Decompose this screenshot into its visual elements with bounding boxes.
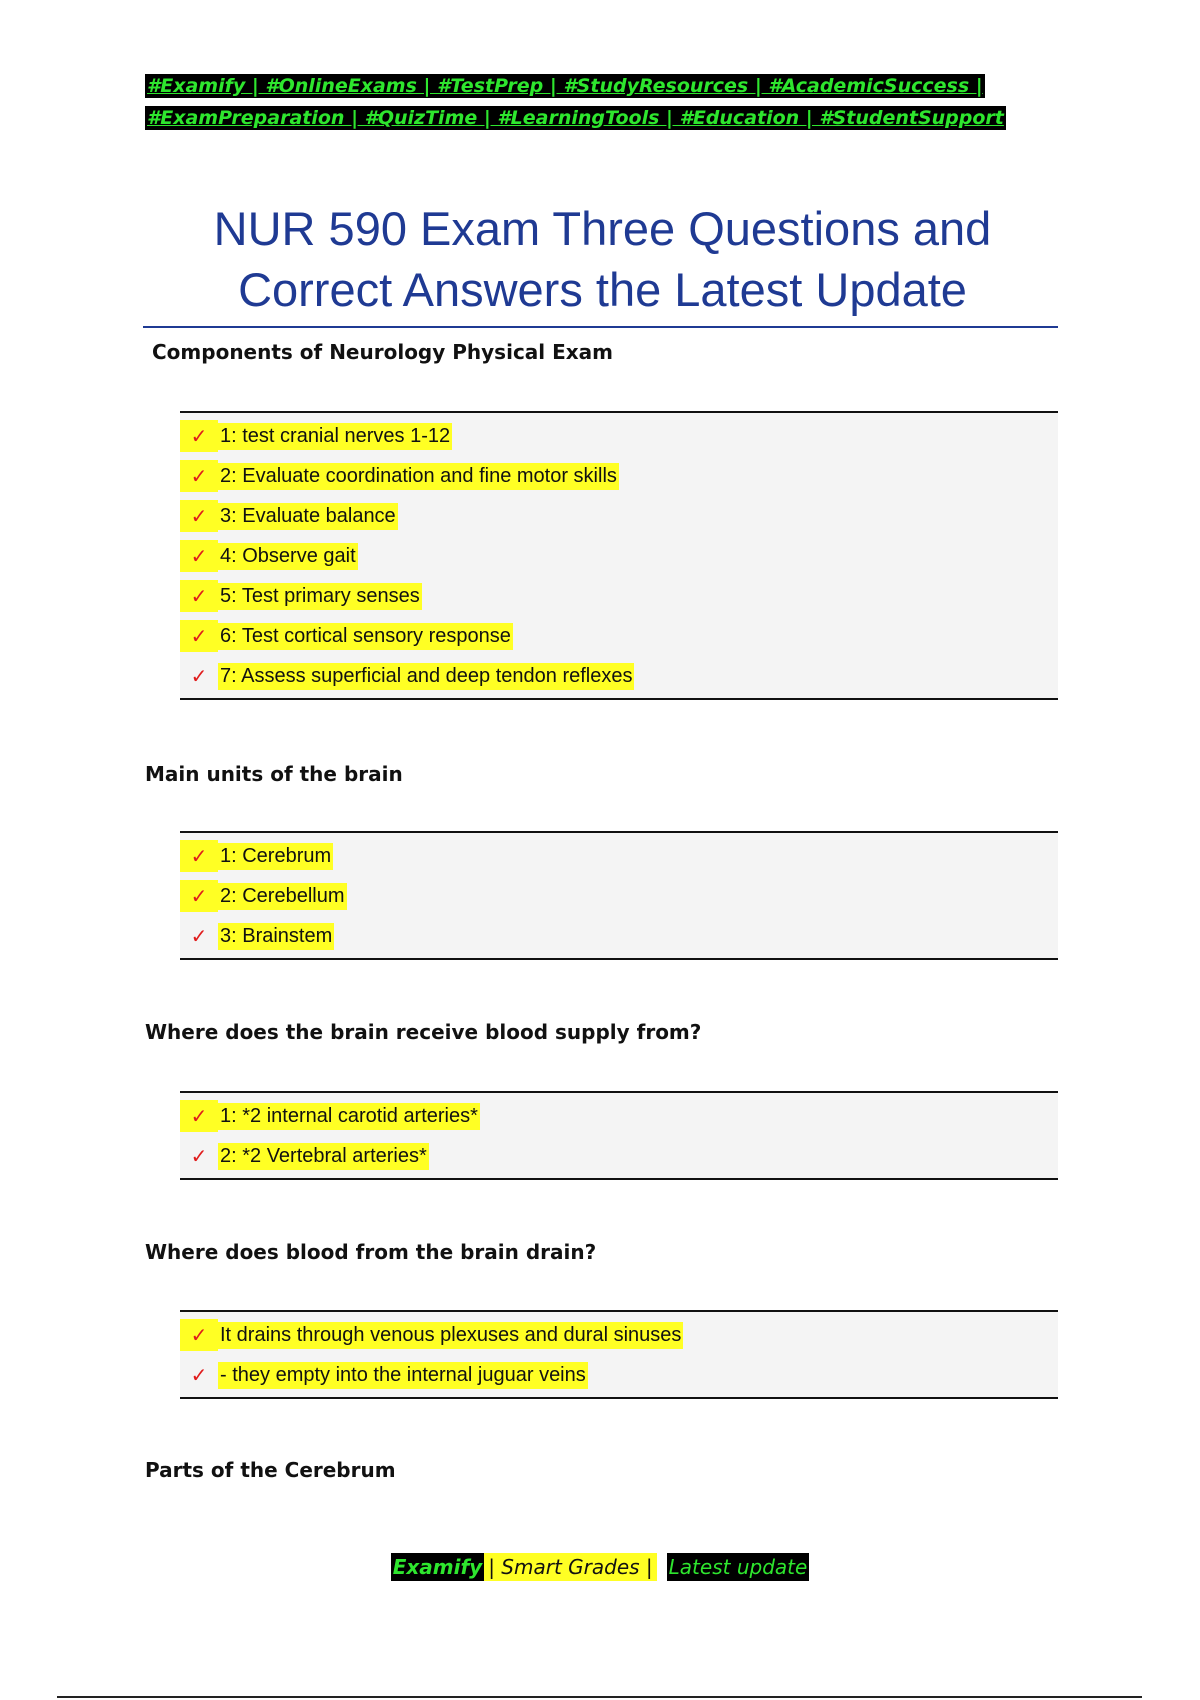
answer-block-4 (180, 1310, 1058, 1399)
footer-brand: Examify (392, 1555, 483, 1579)
check-icon: ✓ (190, 1363, 208, 1387)
answer-row (180, 616, 1058, 656)
page-title (145, 198, 1060, 320)
answer-block-1 (180, 411, 1058, 700)
answer-row (180, 1096, 1058, 1136)
check-icon: ✓ (190, 424, 208, 448)
check-icon: ✓ (190, 544, 208, 568)
answer-row (180, 416, 1058, 456)
hashtag-line-1: #Examify | #OnlineExams | #TestPrep | #StudyResources | #AcademicSuccess | (147, 75, 983, 97)
check-icon: ✓ (190, 1323, 208, 1347)
answer-text: 3: Evaluate balance (218, 503, 398, 530)
answer-row (180, 1315, 1058, 1355)
answer-text: 2: *2 Vertebral arteries* (218, 1143, 429, 1170)
check-icon: ✓ (190, 464, 208, 488)
answer-text: 3: Brainstem (218, 923, 334, 950)
footer-branding (0, 1555, 1200, 1579)
answer-text: - they empty into the internal juguar veins (218, 1362, 588, 1389)
footer-latest: Latest update (668, 1555, 808, 1579)
answer-text: 1: Cerebrum (218, 843, 333, 870)
answer-row (180, 496, 1058, 536)
answer-text: 2: Evaluate coordination and fine motor skills (218, 463, 619, 490)
answer-row (180, 916, 1058, 956)
answer-block-2 (180, 831, 1058, 960)
answer-text: 2: Cerebellum (218, 883, 347, 910)
question-heading-2: Main units of the brain (145, 762, 403, 786)
bottom-divider (57, 1696, 1142, 1698)
question-heading-1: Components of Neurology Physical Exam (152, 340, 614, 364)
answer-row (180, 1355, 1058, 1395)
check-icon: ✓ (190, 584, 208, 608)
answer-row (180, 576, 1058, 616)
answer-text: 5: Test primary senses (218, 583, 422, 610)
question-heading-3: Where does the brain receive blood supply from? (145, 1020, 702, 1044)
hashtag-banner (145, 70, 1065, 134)
check-icon: ✓ (190, 624, 208, 648)
answer-row (180, 876, 1058, 916)
hashtag-line-2: #ExamPreparation | #QuizTime | #LearningTools | #Education | #StudentSupport (147, 107, 1004, 129)
answer-text: 1: *2 internal carotid arteries* (218, 1103, 480, 1130)
page-title-line-2: Correct Answers the Latest Update (238, 263, 967, 316)
check-icon: ✓ (190, 664, 208, 688)
answer-text: 1: test cranial nerves 1-12 (218, 423, 452, 450)
answer-text: 4: Observe gait (218, 543, 358, 570)
check-icon: ✓ (190, 1104, 208, 1128)
check-icon: ✓ (190, 884, 208, 908)
answer-text: 6: Test cortical sensory response (218, 623, 513, 650)
check-icon: ✓ (190, 504, 208, 528)
answer-text: It drains through venous plexuses and dural sinuses (218, 1322, 683, 1349)
answer-row (180, 536, 1058, 576)
answer-row (180, 656, 1058, 696)
check-icon: ✓ (190, 844, 208, 868)
footer-middle: | Smart Grades | (484, 1553, 656, 1581)
answer-block-3 (180, 1091, 1058, 1180)
check-icon: ✓ (190, 924, 208, 948)
answer-text: 7: Assess superficial and deep tendon reflexes (218, 663, 634, 690)
answer-row (180, 1136, 1058, 1176)
question-heading-4: Where does blood from the brain drain? (145, 1240, 597, 1264)
question-heading-5: Parts of the Cerebrum (145, 1458, 396, 1482)
page-title-line-1: NUR 590 Exam Three Questions and (213, 202, 992, 255)
check-icon: ✓ (190, 1144, 208, 1168)
answer-row (180, 836, 1058, 876)
title-divider (143, 326, 1058, 328)
answer-row (180, 456, 1058, 496)
